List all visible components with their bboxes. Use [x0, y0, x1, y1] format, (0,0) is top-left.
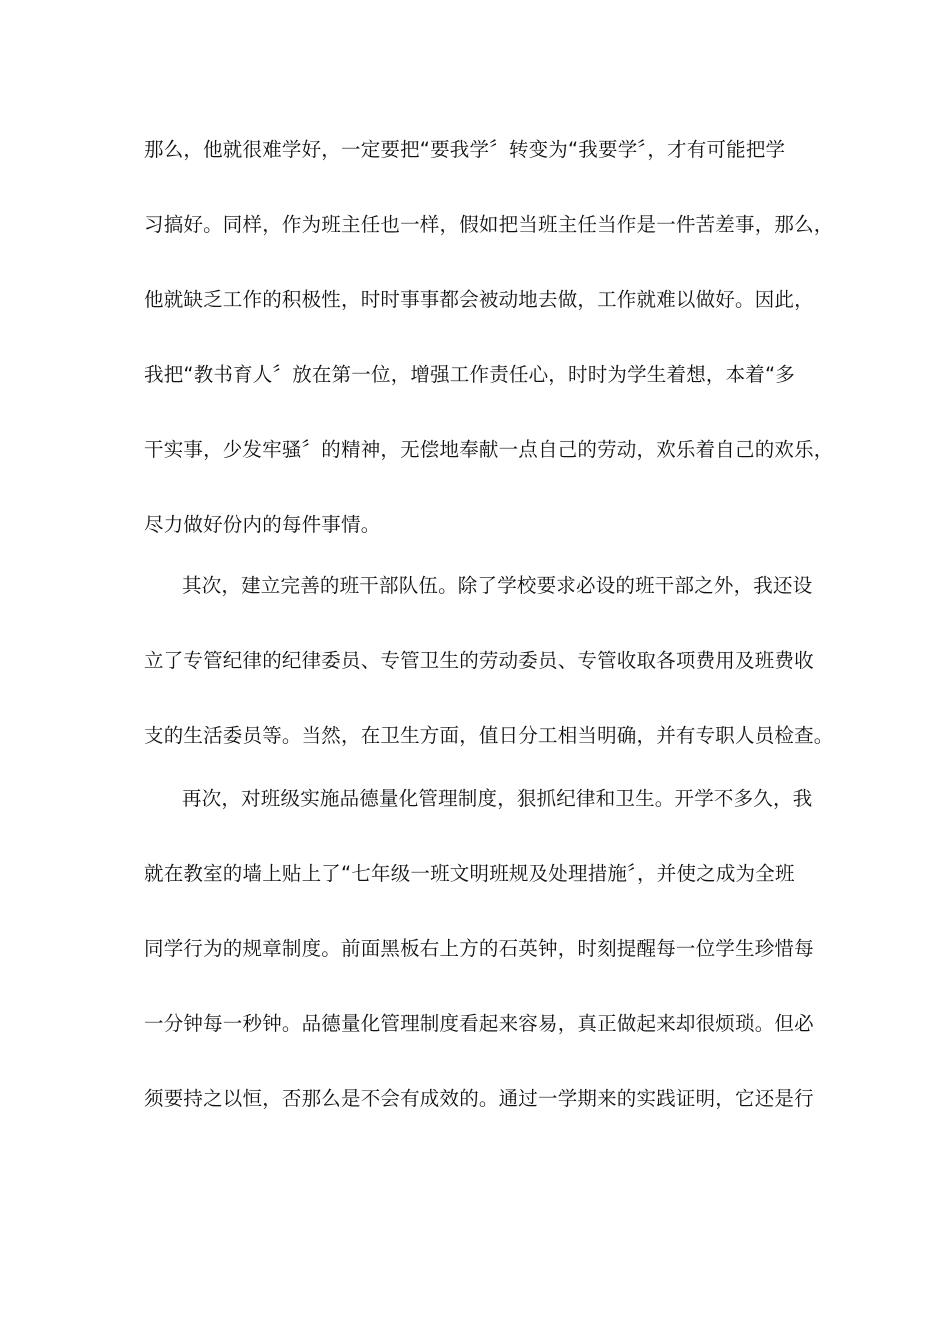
paragraph-start-line: 再次，对班级实施品德量化管理制度，狠抓纪律和卫生。开学不多久，我 — [182, 787, 813, 810]
text-line: 习搞好。同样，作为班主任也一样，假如把当班主任当作是一件苦差事，那么， — [144, 213, 834, 236]
text-line: 尽力做好份内的每件事情。 — [144, 513, 381, 536]
paragraph-start-line: 其次，建立完善的班干部队伍。除了学校要求必设的班干部之外，我还设 — [182, 574, 813, 597]
text-line: 干实事，少发牢骚〞的精神，无偿地奉献一点自己的劳动，欢乐着自己的欢乐， — [144, 438, 834, 461]
text-line: 须要持之以恒，否那么是不会有成效的。通过一学期来的实践证明，它还是行 — [144, 1087, 814, 1110]
text-line: 他就缺乏工作的积极性，时时事事都会被动地去做，工作就难以做好。因此， — [144, 288, 814, 311]
text-line: 就在教室的墙上贴上了“七年级一班文明班规及处理措施〞，并使之成为全班 — [144, 862, 795, 885]
text-line: 立了专管纪律的纪律委员、专管卫生的劳动委员、专管收取各项费用及班费收 — [144, 649, 814, 672]
text-line: 我把“教书育人〞放在第一位，增强工作责任心，时时为学生着想，本着“多 — [144, 363, 796, 386]
text-line: 同学行为的规章制度。前面黑板右上方的石英钟，时刻提醒每一位学生珍惜每 — [144, 937, 814, 960]
text-line: 那么，他就很难学好，一定要把“要我学〞转变为“我要学〞，才有可能把学 — [144, 138, 786, 161]
text-line: 支的生活委员等。当然，在卫生方面，值日分工相当明确，并有专职人员检查。 — [144, 724, 834, 747]
text-line: 一分钟每一秒钟。品德量化管理制度看起来容易，真正做起来却很烦琐。但必 — [144, 1012, 814, 1035]
